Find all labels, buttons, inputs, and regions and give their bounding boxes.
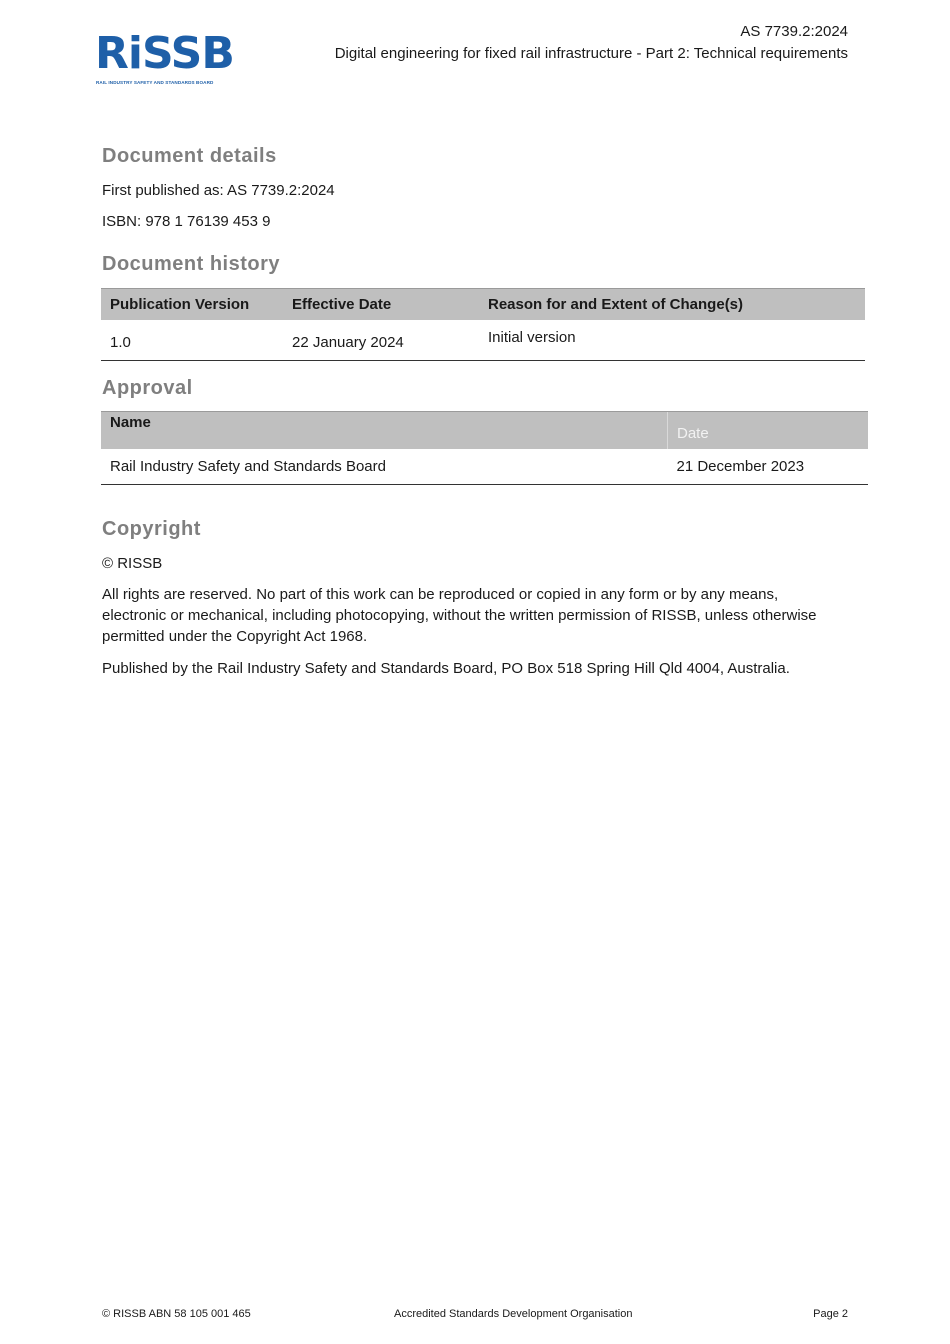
table-row xyxy=(101,320,865,361)
table-cell: 21 December 2023 xyxy=(668,449,869,485)
column-header: Name xyxy=(101,412,668,450)
table-cell: 22 January 2024 xyxy=(283,320,479,361)
column-header: Reason for and Extent of Change(s) xyxy=(479,289,865,321)
document-history-heading: Document history xyxy=(102,253,281,275)
logo-wordmark: RiSSB xyxy=(95,28,234,79)
publisher-text: Published by the Rail Industry Safety and Standards Board, PO Box 518 Spring Hill Qld 4004, Australia. xyxy=(102,660,790,677)
table-header-row xyxy=(101,412,868,450)
first-published-text: First published as: AS 7739.2:2024 xyxy=(102,182,335,199)
table-cell: Rail Industry Safety and Standards Board xyxy=(101,449,668,485)
standard-title: Digital engineering for fixed rail infrastructure - Part 2: Technical requirements xyxy=(334,45,848,62)
copyright-owner: © RISSB xyxy=(102,555,163,572)
column-header: Date xyxy=(668,412,869,450)
copyright-rights-text: All rights are reserved. No part of this work can be reproduced or copied in any form or by any means, electronic or mechanical, including photocopying, without the written permission of RISSB, unless otherwise permitted under the Copyright Act 1968. xyxy=(102,586,817,645)
document-history-table xyxy=(101,288,865,361)
table-header-row xyxy=(101,289,865,321)
approval-table xyxy=(101,411,868,485)
column-header: Publication Version xyxy=(101,289,283,321)
table-cell: Initial version xyxy=(479,320,865,361)
copyright-heading: Copyright xyxy=(102,518,201,540)
logo-tagline: RAIL INDUSTRY SAFETY AND STANDARDS BOARD xyxy=(96,80,214,85)
standard-code: AS 7739.2:2024 xyxy=(740,23,848,40)
rissb-logo xyxy=(95,28,243,88)
footer-abn: © RISSB ABN 58 105 001 465 xyxy=(102,1308,251,1320)
approval-heading: Approval xyxy=(102,377,193,399)
column-header: Effective Date xyxy=(283,289,479,321)
footer-page-number: Page 2 xyxy=(813,1308,848,1320)
footer-accreditation: Accredited Standards Development Organisation xyxy=(394,1308,633,1320)
table-cell: 1.0 xyxy=(101,320,283,361)
document-details-heading: Document details xyxy=(102,145,277,167)
table-row xyxy=(101,449,868,485)
isbn-text: ISBN: 978 1 76139 453 9 xyxy=(102,213,271,230)
